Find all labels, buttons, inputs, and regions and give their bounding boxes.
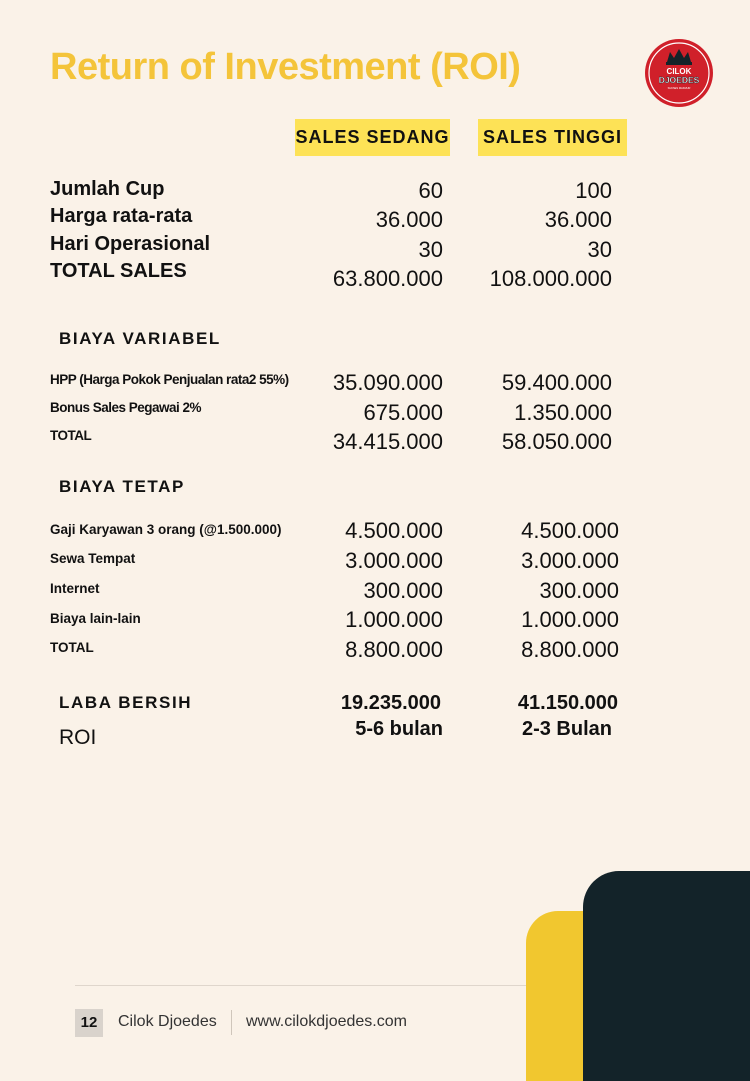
value-sedang-jumlah-cup: 60 (418, 178, 443, 203)
value-sedang-total-variabel: 34.415.000 (332, 429, 443, 454)
value-tinggi-total-tetap: 8.800.000 (521, 637, 619, 662)
row-label-total-sales: TOTAL SALES (50, 260, 187, 282)
value-sedang-bonus-sales: 675.000 (363, 400, 443, 425)
logo-text-line1: CILOK (666, 67, 692, 76)
footer-brand-name: Cilok Djoedes (118, 1013, 217, 1030)
row-label-laba-bersih: LABA BERSIH (59, 693, 193, 712)
cilok-djoedes-logo (644, 38, 714, 108)
row-label-biaya-lain-lain: Biaya lain-lain (50, 611, 141, 626)
value-sedang-hari-operasional: 30 (418, 237, 443, 262)
footer-website-link[interactable]: www.cilokdjoedes.com (246, 1013, 407, 1030)
section-heading-biaya-variabel: BIAYA VARIABEL (59, 329, 221, 348)
value-sedang-total-tetap: 8.800.000 (345, 637, 443, 662)
value-tinggi-hpp: 59.400.000 (501, 370, 612, 395)
value-sedang-hpp: 35.090.000 (332, 370, 443, 395)
row-label-internet: Internet (50, 581, 100, 596)
row-label-harga-rata-rata: Harga rata-rata (50, 205, 193, 227)
value-tinggi-gaji-karyawan: 4.500.000 (521, 518, 619, 543)
row-label-bonus-sales: Bonus Sales Pegawai 2% (50, 400, 202, 415)
row-label-total-variabel: TOTAL (50, 428, 92, 443)
decorative-dark-block (583, 871, 750, 1081)
footer-separator (231, 1010, 232, 1035)
value-sedang-sewa-tempat: 3.000.000 (345, 548, 443, 573)
value-tinggi-biaya-lain-lain: 1.000.000 (521, 607, 619, 632)
page-number: 12 (75, 1009, 103, 1037)
value-sedang-laba-bersih: 19.235.000 (340, 692, 441, 714)
value-sedang-harga-rata-rata: 36.000 (375, 207, 443, 232)
value-tinggi-total-variabel: 58.050.000 (501, 429, 612, 454)
row-label-sewa-tempat: Sewa Tempat (50, 551, 136, 566)
value-tinggi-hari-operasional: 30 (587, 237, 612, 262)
value-tinggi-laba-bersih: 41.150.000 (517, 692, 618, 714)
row-label-hari-operasional: Hari Operasional (50, 233, 211, 255)
column-header-sales-sedang: SALES SEDANG (295, 119, 450, 156)
section-heading-biaya-tetap: BIAYA TETAP (59, 477, 185, 496)
row-label-hpp: HPP (Harga Pokok Penjualan rata2 55%) (50, 372, 289, 387)
logo-text-line2: DJOEDES (658, 75, 700, 85)
value-sedang-gaji-karyawan: 4.500.000 (345, 518, 443, 543)
value-sedang-roi: 5-6 bulan (355, 718, 443, 740)
logo-tagline: SUKSES MAKMUR (667, 87, 691, 90)
footer-divider (75, 985, 530, 986)
column-header-sales-tinggi: SALES TINGGI (478, 119, 627, 156)
value-sedang-internet: 300.000 (363, 578, 443, 603)
row-label-roi: ROI (59, 726, 97, 749)
value-tinggi-total-sales: 108.000.000 (489, 266, 612, 291)
value-tinggi-harga-rata-rata: 36.000 (544, 207, 612, 232)
value-sedang-total-sales: 63.800.000 (332, 266, 443, 291)
row-label-jumlah-cup: Jumlah Cup (50, 178, 165, 200)
row-label-total-tetap: TOTAL (50, 640, 94, 655)
row-label-gaji-karyawan: Gaji Karyawan 3 orang (@1.500.000) (50, 522, 282, 537)
value-tinggi-internet: 300.000 (539, 578, 619, 603)
value-tinggi-sewa-tempat: 3.000.000 (521, 548, 619, 573)
value-sedang-biaya-lain-lain: 1.000.000 (345, 607, 443, 632)
value-tinggi-jumlah-cup: 100 (575, 178, 612, 203)
page-title: Return of Investment (ROI) (50, 46, 521, 88)
value-tinggi-roi: 2-3 Bulan (521, 718, 612, 740)
value-tinggi-bonus-sales: 1.350.000 (514, 400, 612, 425)
